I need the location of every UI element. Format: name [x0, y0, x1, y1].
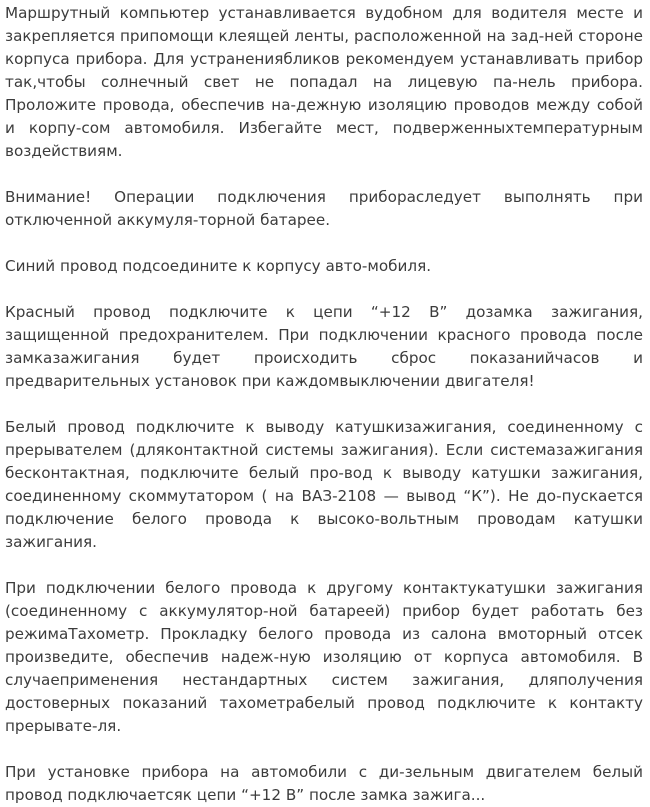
paragraph-blue-wire: Синий провод подсоедините к корпусу авто-мобиля. [5, 257, 432, 275]
paragraph-white-wire-alt: При подключении белого провода к другому контактукатушки зажигания (соединенному с аккумулятор-ной батареей) прибор будет работать без режимаТахометр. Прокладку белого провода из салона вмоторный отсек произведите, обеспечив надеж-ную изоляцию от корпуса автомобиля. В случаеприменения нестандартных систем зажигания, дляполучения достоверных показаний тахометрабелый провод подключите к контакту прерывате-ля. [5, 579, 643, 735]
paragraph-white-wire: Белый провод подключите к выводу катушкизажигания, соединенному с прерывателем (дляконтактной системы зажигания). Если системазажигания бесконтактная, подключите белый про-вод к выводу катушки зажигания, соединенному скоммутатором ( на ВАЗ-2108 — вывод “К”). Не до-пускается подключение белого провода к высоко-вольтным проводам катушки зажигания. [5, 418, 643, 551]
paragraph-diesel: При установке прибора на автомобили с ди-зельным двигателем белый провод подключаетсяк цепи “+12 В” после замка зажига... [5, 763, 643, 804]
paragraph-mounting: Маршрутный компьютер устанавливается вудобном для водителя месте и закрепляется припомощи клеящей ленты, расположенной на зад-ней стороне корпуса прибора. Для устранениябликов рекомендуем устанавливать прибор так,чтобы солнечный свет не попадал на лицевую па-нель прибора. Проложите провода, обеспечив на-дежную изоляцию проводов между собой и корпу-сом автомобиля. Избегайте мест, подверженныхтемпературным воздействиям. [5, 4, 643, 160]
paragraph-red-wire: Красный провод подключите к цепи “+12 В” дозамка зажигания, защищенной предохранителем. При подключении красного провода после замказажигания будет происходить сброс показанийчасов и предварительных установок при каждомвыключении двигателя! [5, 303, 643, 390]
paragraph-warning: Внимание! Операции подключения прибораследует выполнять при отключенной аккумуля-торной батарее. [5, 188, 643, 229]
